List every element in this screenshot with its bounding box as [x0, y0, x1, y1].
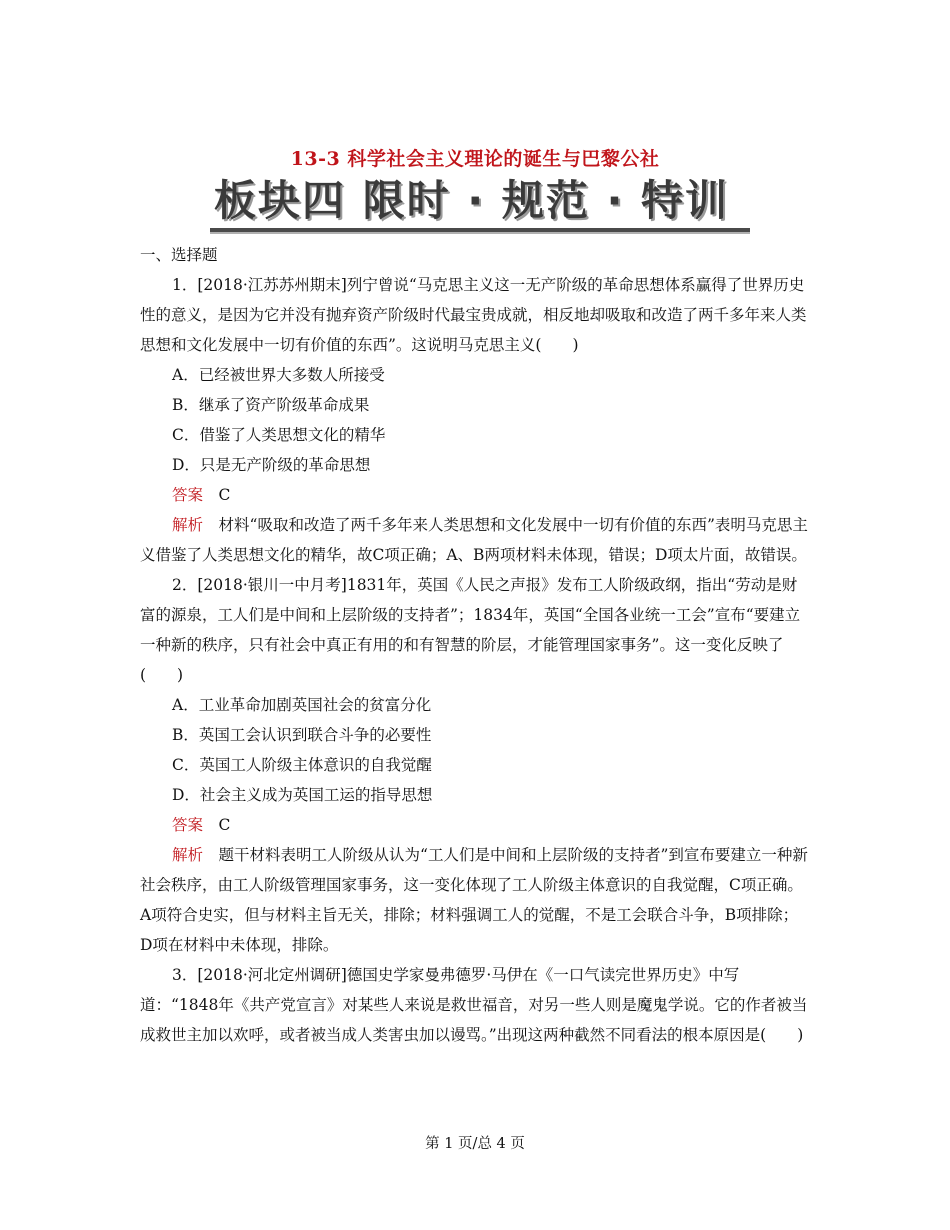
question-3-stem: 3．[2018·河北定州调研]德国史学家曼弗德罗·马伊在《一口气读完世界历史》中写道：“1848年《共产党宣言》对某些人来说是救世福音，对另一些人则是魔鬼学说。它的作者被当成救世主加以欢呼，或者被当成人类害虫加以谩骂。”出现这两种截然不同看法的根本原因是( )	[140, 966, 808, 1044]
question-2-option-d: D．社会主义成为英国工运的指导思想	[172, 786, 433, 804]
analysis-label: 解析	[172, 516, 204, 534]
question-1-option-c: C．借鉴了人类思想文化的精华	[172, 426, 386, 444]
document-title: 13-3 科学社会主义理论的诞生与巴黎公社	[290, 148, 660, 170]
question-1-stem: 1．[2018·江苏苏州期末]列宁曾说“马克思主义这一无产阶级的革命思想体系赢得了世界历史性的意义，是因为它并没有抛弃资产阶级时代最宝贵成就，相反地却吸取和改造了两千多年来人类思想和文化发展中一切有价值的东西”。这说明马克思主义( )	[140, 276, 807, 354]
analysis-text: 材料“吸取和改造了两千多年来人类思想和文化发展中一切有价值的东西”表明马克思主义借鉴了人类思想文化的精华，故C项正确；A、B两项材料未体现，错误；D项太片面，故错误。	[140, 516, 808, 564]
question-2-answer	[140, 810, 810, 840]
banner-text: 板块四 限时 · 规范 · 特训	[214, 176, 730, 225]
question-1-option-a: A．已经被世界大多数人所接受	[172, 366, 385, 384]
analysis-text: 题干材料表明工人阶级从认为“工人们是中间和上层阶级的支持者”到宣布要建立一种新社会秩序，由工人阶级管理国家事务，这一变化体现了工人阶级主体意识的自我觉醒，C项正确。A项符合史实，但与材料主旨无关，排除；材料强调工人的觉醒，不是工会联合斗争，B项排除；D项在材料中未体现，排除。	[140, 846, 808, 954]
page-footer: 第 1 页/总 4 页	[425, 1136, 525, 1152]
question-2-analysis	[140, 840, 810, 960]
document-body	[140, 240, 810, 1050]
question-1-answer	[140, 480, 810, 510]
answer-value: C	[218, 486, 231, 504]
question-2-option-c: C．英国工人阶级主体意识的自我觉醒	[172, 756, 432, 774]
question-1-analysis	[140, 510, 810, 570]
question-2-stem: 2．[2018·银川一中月考]1831年，英国《人民之声报》发布工人阶级政纲，指出“劳动是财富的源泉，工人们是中间和上层阶级的支持者”；1834年，英国“全国各业统一工会”宣布“要建立一种新的秩序，只有社会中真正有用的和有智慧的阶层，才能管理国家事务”。这一变化反映了( )	[140, 576, 801, 684]
answer-value: C	[218, 816, 231, 834]
banner-underline	[210, 228, 750, 232]
answer-label: 答案	[172, 816, 204, 834]
question-2-option-a: A．工业革命加剧英国社会的贫富分化	[172, 696, 432, 714]
answer-label: 答案	[172, 486, 204, 504]
question-2-option-b: B．英国工会认识到联合斗争的必要性	[172, 726, 432, 744]
question-1-option-d: D．只是无产阶级的革命思想	[172, 456, 371, 474]
question-1-option-b: B．继承了资产阶级革命成果	[172, 396, 370, 414]
section-heading: 一、选择题	[140, 246, 218, 264]
section-banner	[210, 176, 750, 236]
analysis-label: 解析	[172, 846, 204, 864]
